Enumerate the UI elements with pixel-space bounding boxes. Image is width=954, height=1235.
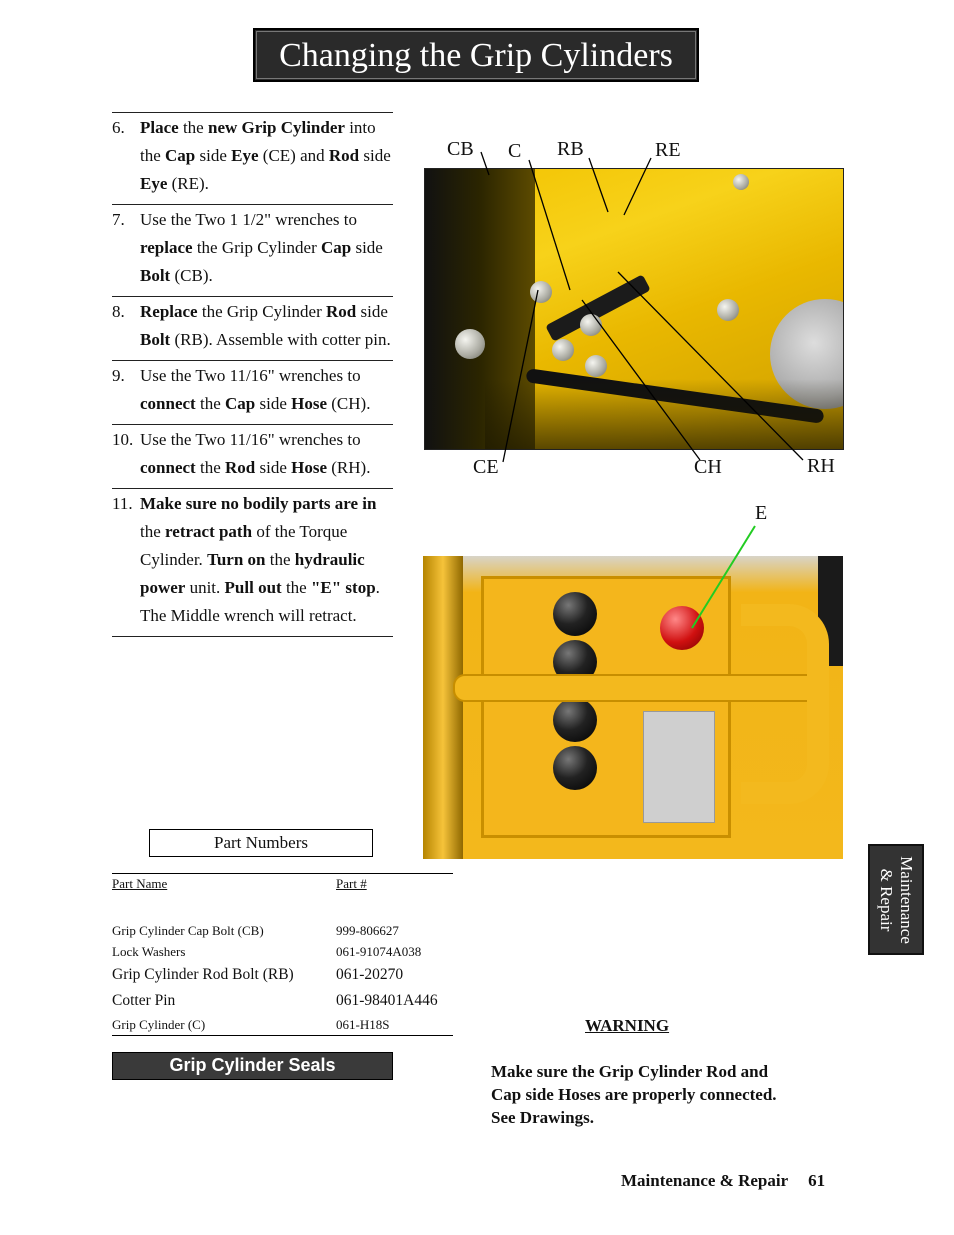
bolt-shape bbox=[717, 299, 739, 321]
label-ch: CH bbox=[694, 456, 722, 478]
page-footer bbox=[621, 1171, 825, 1191]
part-number: 061-20270 bbox=[336, 966, 404, 983]
label-ce: CE bbox=[473, 456, 499, 478]
step-text: Use the Two 1 1/2" wrenches to replace the Grip Cylinder Cap side Bolt (CB). bbox=[140, 210, 383, 285]
step-8 bbox=[112, 296, 393, 360]
part-numbers-heading: Part Numbers bbox=[149, 829, 373, 857]
part-name: Cotter Pin bbox=[112, 992, 176, 1009]
part-name: Grip Cylinder Cap Bolt (CB) bbox=[112, 923, 264, 938]
e-stop-button-shape bbox=[660, 606, 704, 650]
section-tab bbox=[868, 844, 924, 955]
step-text: Use the Two 11/16" wrenches to connect the Cap side Hose (CH). bbox=[140, 366, 371, 413]
seals-section-heading: Grip Cylinder Seals bbox=[112, 1052, 393, 1080]
step-text: Place the new Grip Cylinder into the Cap side Eye (CE) and Rod side Eye (RE). bbox=[140, 118, 391, 193]
footer-section: Maintenance & Repair bbox=[621, 1171, 789, 1190]
step-number: 6. bbox=[112, 118, 125, 137]
step-number: 7. bbox=[112, 210, 125, 229]
part-number: 061-H18S bbox=[336, 1017, 390, 1032]
table-row bbox=[112, 941, 453, 962]
bolt-shape bbox=[733, 174, 749, 190]
step-text: Replace the Grip Cylinder Rod side Bolt (RB). Assemble with cotter pin. bbox=[140, 302, 391, 349]
table-row bbox=[112, 988, 453, 1014]
step-number: 9. bbox=[112, 366, 125, 385]
pole-shape bbox=[423, 556, 463, 859]
table-row bbox=[112, 920, 453, 941]
step-number: 10. bbox=[112, 430, 134, 449]
warning-text: Make sure the Grip Cylinder Rod and Cap side Hoses are properly connected. See Drawings. bbox=[491, 1062, 777, 1127]
bolt-shape bbox=[530, 281, 552, 303]
page-title: Changing the Grip Cylinders bbox=[253, 28, 699, 82]
knob-shape bbox=[553, 592, 597, 636]
bolt-shape bbox=[552, 339, 574, 361]
knob-shape bbox=[553, 746, 597, 790]
label-re: RE bbox=[655, 139, 681, 161]
part-name: Grip Cylinder Rod Bolt (RB) bbox=[112, 966, 294, 983]
bolt-shape bbox=[580, 314, 602, 336]
step-text: Make sure no bodily parts are in the retract path of the Torque Cylinder. Turn on the hydraulic power unit. Pull out the "E" stop. The Middle wrench will retract. bbox=[140, 494, 380, 625]
part-number: 061-98401A446 bbox=[336, 992, 438, 1009]
label-e: E bbox=[755, 502, 768, 524]
step-text: Use the Two 11/16" wrenches to connect the Rod side Hose (RH). bbox=[140, 430, 371, 477]
step-7 bbox=[112, 204, 393, 296]
label-cb: CB bbox=[447, 138, 474, 160]
table-header bbox=[112, 874, 453, 920]
part-name: Grip Cylinder (C) bbox=[112, 1017, 206, 1032]
table-row bbox=[112, 1014, 453, 1035]
plate-shape bbox=[643, 711, 715, 823]
step-number: 11. bbox=[112, 494, 133, 513]
label-rh: RH bbox=[807, 455, 835, 477]
step-11 bbox=[112, 488, 393, 637]
bolt-shape bbox=[455, 329, 485, 359]
step-9 bbox=[112, 360, 393, 424]
part-name: Lock Washers bbox=[112, 944, 186, 959]
table-row bbox=[112, 962, 453, 988]
handle-shape bbox=[741, 604, 829, 804]
bolt-shape bbox=[585, 355, 607, 377]
section-tab-label bbox=[876, 846, 916, 953]
warning-title: WARNING bbox=[585, 1016, 670, 1035]
control-panel-photo bbox=[423, 556, 843, 859]
part-numbers-table bbox=[112, 873, 453, 1036]
page-number: 61 bbox=[808, 1171, 826, 1190]
label-c: C bbox=[508, 140, 522, 162]
column-header-part-name: Part Name bbox=[112, 876, 168, 891]
step-6 bbox=[112, 112, 393, 204]
column-header-part-number: Part # bbox=[336, 876, 367, 891]
section-tab-line1: Maintenance bbox=[897, 855, 916, 944]
part-number: 999-806627 bbox=[336, 923, 399, 938]
part-number: 061-91074A038 bbox=[336, 944, 422, 959]
step-10 bbox=[112, 424, 393, 488]
label-rb: RB bbox=[557, 138, 584, 160]
steps-list bbox=[112, 112, 393, 637]
step-number: 8. bbox=[112, 302, 125, 321]
grip-cylinder-photo bbox=[424, 168, 844, 450]
photo-shadow bbox=[485, 379, 844, 450]
section-tab-line2: & Repair bbox=[877, 868, 896, 931]
knob-shape bbox=[553, 698, 597, 742]
